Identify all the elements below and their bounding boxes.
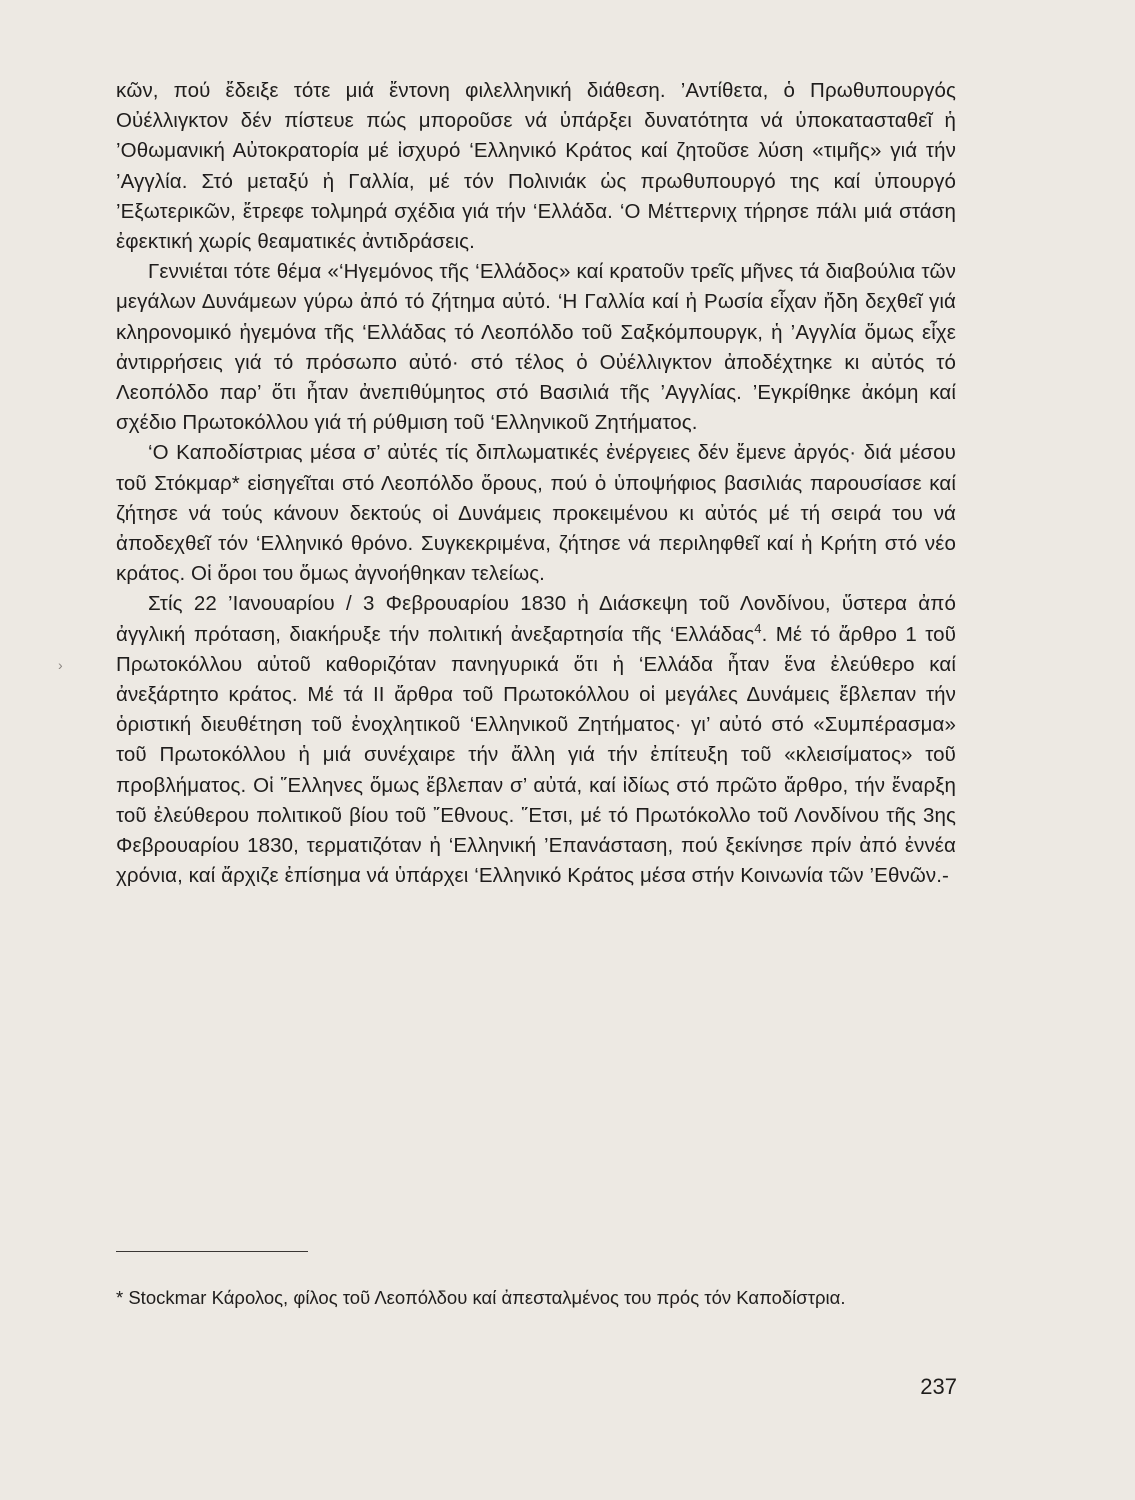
page-number: 237 bbox=[920, 1374, 957, 1399]
paragraph-4-start: Στίς 22 ’Ιανουαρίου / 3 Φεβρουαρίου 1830 ἡ Διάσκεψη τοῦ Λονδίνου, ὕστερα ἀπό ἀγγλική πρόταση, διακήρυξε τήν πολιτική ἀνεξαρτησία τῆς ‘Ελλάδας bbox=[116, 592, 956, 646]
paragraph-4 bbox=[116, 589, 956, 891]
paragraph-4-end: . Μέ τό ἄρθρο 1 τοῦ Πρωτοκόλλου αὐτοῦ καθοριζόταν πανηγυρικά ὅτι ἡ ‘Ελλάδα ἦταν ἕνα ἐλεύθερο καί ἀνεξάρτητο κράτος. Μέ τά ΙΙ ἄρθρα τοῦ Πρωτοκόλλου οἱ μεγάλες Δυνάμεις ἔβλεπαν τήν ὁριστική διευθέτηση τοῦ ἐνοχλητικοῦ ‘Ελληνικοῦ Ζητήματος· γι’ αὐτό στό «Συμπέρασμα» τοῦ Πρωτοκόλλου ἡ μιά συνέχαιρε τήν ἄλλη γιά τήν ἐπίτευξη τοῦ «κλεισίματος» τοῦ προβλήματος. Οἱ ῞Ελληνες ὅμως ἔβλεπαν σ’ αὐτά, καί ἰδίως στό πρῶτο ἄρθρο, τήν ἔναρξη τοῦ ἐλεύθερου πολιτικοῦ βίου τοῦ ῎Εθνους. ῞Ετσι, μέ τό Πρωτόκολλο τοῦ Λονδίνου τῆς 3ης Φεβρουαρίου 1830, τερματιζόταν ἡ ‘Ελληνική ’Επανάσταση, πού ξεκίνησε πρίν ἀπό ἐννέα χρόνια, καί ἄρχιζε ἐπίσημα νά ὑπάρχει ‘Ελληνικό Κράτος μέσα στήν Κοινωνία τῶν ’Εθνῶν.- bbox=[116, 622, 956, 888]
footnote-divider bbox=[116, 1251, 308, 1252]
paragraph-1: κῶν, πού ἔδειξε τότε μιά ἔντονη φιλελληνική διάθεση. ’Αντίθετα, ὁ Πρωθυπουργός Οὐέλλιγκτον δέν πίστευε πώς μποροῦσε νά ὑπάρξει δυνατότητα νά ὑποκατασταθεῖ ἡ ’Οθωμανική Αὐτοκρατορία μέ ἰσχυρό ‘Ελληνικό Κράτος καί ζητοῦσε λύση «τιμῆς» γιά τήν ’Αγγλία. Στό μεταξύ ἡ Γαλλία, μέ τόν Πολινιάκ ὡς πρωθυπουργό της καί ὑπουργό ’Εξωτερικῶν, ἔτρεφε τολμηρά σχέδια γιά τήν ‘Ελλάδα. ‘Ο Μέττερνιχ τήρησε πάλι μιά στάση ἐφεκτική χωρίς θεαματικές ἀντιδράσεις. bbox=[116, 79, 956, 254]
paragraph-3: ‘Ο Καποδίστριας μέσα σ’ αὐτές τίς διπλωματικές ἐνέργειες δέν ἔμενε ἀργός· διά μέσου τοῦ Στόκμαρ* εἰσηγεῖται στό Λεοπόλδο ὅρους, πού ὁ ὑποψήφιος βασιλιάς παρουσίασε καί ζήτησε νά τούς κάνουν δεκτούς οἱ Δυνάμεις προκειμένου κι αὐτός μέ τή σειρά του νά ἀποδεχθεῖ τόν ‘Ελληνικό θρόνο. Συγκεκριμένα, ζήτησε νά περιληφθεῖ καί ἡ Κρήτη στό νέο κράτος. Οἱ ὅροι του ὅμως ἀγνοήθηκαν τελείως. bbox=[116, 441, 956, 586]
margin-mark: › bbox=[58, 657, 63, 673]
endnote-reference: 4 bbox=[754, 620, 762, 636]
main-text bbox=[116, 76, 956, 891]
paragraph-2: Γεννιέται τότε θέμα «‘Ηγεμόνος τῆς ‘Ελλάδος» καί κρατοῦν τρεῖς μῆνες τά διαβούλια τῶν μεγάλων Δυνάμεων γύρω ἀπό τό ζήτημα αὐτό. ‘Η Γαλλία καί ἡ Ρωσία εἶχαν ἤδη δεχθεῖ γιά κληρονομικό ἡγεμόνα τῆς ‘Ελλάδας τό Λεοπόλδο τοῦ Σαξκόμπουργκ, ἡ ’Αγγλία ὅμως εἶχε ἀντιρρήσεις γιά τό πρόσωπο αὐτό· στό τέλος ὁ Οὐέλλιγκτον ἀποδέχτηκε κι αὐτός τό Λεοπόλδο παρ’ ὅτι ἦταν ἀνεπιθύμητος στό Βασιλιά τῆς ’Αγγλίας. ’Εγκρίθηκε ἀκόμη καί σχέδιο Πρωτοκόλλου γιά τή ρύθμιση τοῦ ‘Ελληνικοῦ Ζητήματος. bbox=[116, 260, 956, 435]
footnote: * Stockmar Κάρολος, φίλος τοῦ Λεοπόλδου καί ἀπεσταλμένος του πρός τόν Καποδίστρια. bbox=[116, 1287, 846, 1308]
